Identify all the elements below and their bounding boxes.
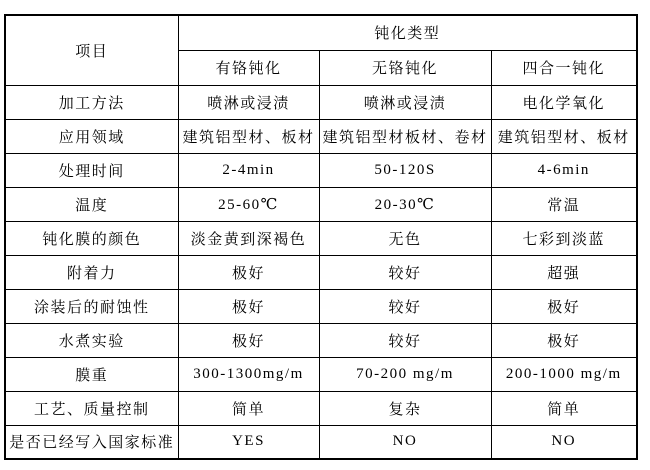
table-row xyxy=(5,391,637,425)
col-header-cell: 有铬钝化 xyxy=(178,50,319,85)
value-cell: 喷淋或浸渍 xyxy=(178,85,319,119)
row-label-cell: 温度 xyxy=(5,187,178,221)
group-header-cell: 钝化类型 xyxy=(178,15,637,50)
row-label-cell: 钝化膜的颜色 xyxy=(5,221,178,255)
table-row xyxy=(5,85,637,119)
row-label-cell: 水煮实验 xyxy=(5,323,178,357)
table-row xyxy=(5,119,637,153)
value-cell: 极好 xyxy=(491,289,637,323)
value-cell: 极好 xyxy=(178,289,319,323)
row-label-cell: 是否已经写入国家标准 xyxy=(5,425,178,459)
corner-cell: 项目 xyxy=(5,15,178,85)
value-cell: 70-200 mg/m xyxy=(319,357,491,391)
value-cell: NO xyxy=(319,425,491,459)
table-row xyxy=(5,357,637,391)
table-row xyxy=(5,323,637,357)
row-label-cell: 处理时间 xyxy=(5,153,178,187)
value-cell: 4-6min xyxy=(491,153,637,187)
value-cell: 常温 xyxy=(491,187,637,221)
value-cell: 超强 xyxy=(491,255,637,289)
value-cell: 较好 xyxy=(319,289,491,323)
table-header-row-group xyxy=(5,15,637,50)
value-cell: 建筑铝型材板材、卷材 xyxy=(319,119,491,153)
value-cell: 电化学氧化 xyxy=(491,85,637,119)
row-label-cell: 加工方法 xyxy=(5,85,178,119)
row-label-cell: 涂装后的耐蚀性 xyxy=(5,289,178,323)
value-cell: YES xyxy=(178,425,319,459)
value-cell: 复杂 xyxy=(319,391,491,425)
passivation-comparison-table xyxy=(4,14,638,460)
value-cell: NO xyxy=(491,425,637,459)
value-cell: 极好 xyxy=(491,323,637,357)
value-cell: 淡金黄到深褐色 xyxy=(178,221,319,255)
value-cell: 无色 xyxy=(319,221,491,255)
value-cell: 建筑铝型材、板材 xyxy=(491,119,637,153)
table-row xyxy=(5,153,637,187)
value-cell: 建筑铝型材、板材 xyxy=(178,119,319,153)
row-label-cell: 工艺、质量控制 xyxy=(5,391,178,425)
table-row xyxy=(5,289,637,323)
value-cell: 25-60℃ xyxy=(178,187,319,221)
col-header-cell: 无铬钝化 xyxy=(319,50,491,85)
value-cell: 七彩到淡蓝 xyxy=(491,221,637,255)
table-row xyxy=(5,255,637,289)
value-cell: 喷淋或浸渍 xyxy=(319,85,491,119)
value-cell: 极好 xyxy=(178,323,319,357)
value-cell: 50-120S xyxy=(319,153,491,187)
value-cell: 2-4min xyxy=(178,153,319,187)
row-label-cell: 附着力 xyxy=(5,255,178,289)
value-cell: 极好 xyxy=(178,255,319,289)
table-row xyxy=(5,221,637,255)
table-row xyxy=(5,187,637,221)
value-cell: 简单 xyxy=(178,391,319,425)
value-cell: 300-1300mg/m xyxy=(178,357,319,391)
row-label-cell: 膜重 xyxy=(5,357,178,391)
row-label-cell: 应用领域 xyxy=(5,119,178,153)
table-row xyxy=(5,425,637,459)
value-cell: 较好 xyxy=(319,323,491,357)
value-cell: 20-30℃ xyxy=(319,187,491,221)
col-header-cell: 四合一钝化 xyxy=(491,50,637,85)
value-cell: 简单 xyxy=(491,391,637,425)
value-cell: 较好 xyxy=(319,255,491,289)
value-cell: 200-1000 mg/m xyxy=(491,357,637,391)
